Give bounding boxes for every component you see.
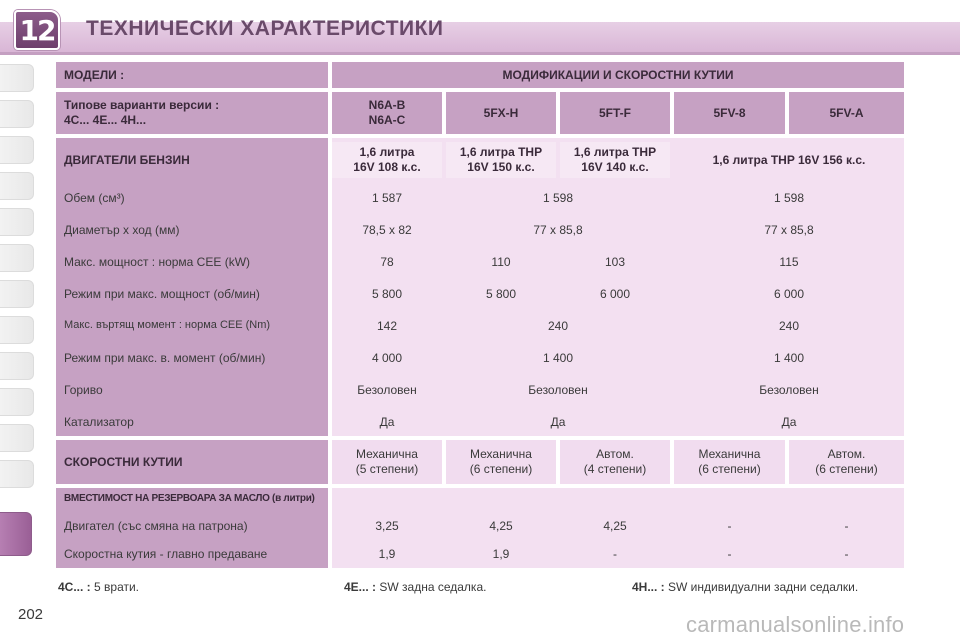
spec-value: 6 000 [773,286,805,301]
spec-value: 115 [779,254,799,269]
gearbox-line: (6 степени) [469,462,533,476]
oil-value: 1,9 [378,546,396,561]
gearbox-line: (4 степени) [583,462,647,476]
chapter-tab[interactable] [0,208,34,236]
spec-value: 1 598 [542,190,574,205]
spec-row-label: Диаметър x ход (мм) [64,222,180,237]
oil-value: 3,25 [375,518,399,533]
engine-line: 1,6 литра [359,145,415,159]
oil-value: 1,9 [492,546,510,561]
code-line: N6A-B [368,98,406,112]
gearbox-cell [332,440,442,484]
code-line: N6A-C [368,113,406,127]
oil-label: ВМЕСТИМОСТ НА РЕЗЕРВОАРА ЗА МАСЛО (в литри) [64,492,315,504]
chapter-tabs [0,64,40,584]
spec-value: Да [550,414,566,429]
chapter-tab[interactable] [0,244,34,272]
spec-value: 142 [376,318,398,333]
spec-value: 1 587 [371,190,403,205]
gearbox-line: Механична [470,447,532,461]
spec-value: 1 400 [773,350,805,365]
gearbox-line: Механична [356,447,418,461]
chapter-tab[interactable] [0,64,34,92]
spec-value: 4 000 [371,350,403,365]
footnote [58,580,139,594]
models-label: МОДЕЛИ : [56,62,328,88]
gearbox-line: (5 степени) [355,462,419,476]
engine-cell: 1,6 литра THP 16V 156 к.с. [712,152,866,167]
chapter-tab[interactable] [0,136,34,164]
footnote-code: 4C... : [58,580,91,594]
spec-value: 5 800 [371,286,403,301]
engine-cell [332,142,442,178]
chapter-tab[interactable] [0,460,34,488]
spec-row-label: Режим при макс. в. момент (об/мин) [64,350,266,365]
engine-line: 16V 140 к.с. [581,160,649,174]
oil-value: - [727,546,732,561]
engine-line: 1,6 литра THP [573,145,657,159]
chapter-tab[interactable] [0,280,34,308]
spec-value: 110 [491,254,511,269]
gearbox-cell [446,440,556,484]
footnote-text: SW индивидуални задни седалки. [668,580,859,594]
gearbox-cell [674,440,785,484]
code-cell: 5FV-8 [674,92,785,134]
spec-value: Да [781,414,797,429]
chapter-tab[interactable] [0,388,34,416]
spec-row-label: Обем (см³) [64,190,125,205]
spec-value: Безоловен [759,382,819,397]
page-title: ТЕХНИЧЕСКИ ХАРАКТЕРИСТИКИ [86,17,444,40]
footnote [344,580,486,594]
oil-row-label: Двигател (със смяна на патрона) [64,518,248,533]
spec-value: 240 [547,318,569,333]
spec-value: 5 800 [485,286,517,301]
spec-value: Да [379,414,395,429]
spec-value: 78,5 x 82 [362,222,412,237]
spec-row-label: Катализатор [64,414,134,429]
spec-row-label: Гориво [64,382,103,397]
footnote-code: 4E... : [344,580,377,594]
spec-value: 78 [380,254,394,269]
page-header [0,0,960,58]
gearbox-label: СКОРОСТНИ КУТИИ [56,440,328,484]
gearbox-line: Автом. [596,447,634,461]
footnote [632,580,858,594]
gearbox-line: Автом. [827,447,866,461]
oil-value: - [727,518,732,533]
footnote-code: 4H... : [632,580,665,594]
spec-table [56,62,904,568]
chapter-badge: 12 [14,10,60,50]
gearbox-line: Механична [698,447,761,461]
oil-value: 4,25 [603,518,627,533]
mods-label: МОДИФИКАЦИИ И СКОРОСТНИ КУТИИ [332,62,904,88]
code-cell: 5FX-H [446,92,556,134]
footnote-text: 5 врати. [94,580,140,594]
oil-value: - [844,546,849,561]
oil-row-label: Скоростна кутия - главно предаване [64,546,268,561]
watermark: carmanualsonline.info [686,612,905,637]
variants-label [56,92,328,134]
code-cell [332,92,442,134]
gearbox-cell [560,440,670,484]
chapter-tab[interactable] [0,352,34,380]
spec-value: 6 000 [599,286,631,301]
spec-value: 103 [604,254,626,269]
chapter-tab[interactable] [0,316,34,344]
spec-row-label: Макс. мощност : норма CEE (kW) [64,254,251,269]
chapter-tab[interactable] [0,100,34,128]
oil-value: - [613,546,617,561]
gearbox-line: (6 степени) [698,462,761,476]
oil-value: 4,25 [489,518,513,533]
variants-label-line2: 4C... 4E... 4H... [64,113,147,127]
spec-row-label: Макс. въртящ момент : норма CEE (Nm) [64,319,271,332]
variants-label-line1: Типове варианти версии : [64,98,220,112]
code-cell: 5FT-F [560,92,670,134]
chapter-tab[interactable] [0,172,34,200]
engine-line: 1,6 литра THP [459,145,543,159]
footnote-text: SW задна седалка. [379,580,487,594]
gearbox-cell [789,440,904,484]
chapter-tab-active[interactable] [0,512,32,556]
spec-value: 77 x 85,8 [764,222,814,237]
engines-label: ДВИГАТЕЛИ БЕНЗИН [64,152,190,167]
spec-value: 1 400 [542,350,574,365]
spec-row-label: Режим при макс. мощност (об/мин) [64,286,260,301]
page-number: 202 [18,606,44,623]
engine-line: 16V 150 к.с. [467,160,535,174]
oil-value: - [844,518,849,533]
engine-cell [560,142,670,178]
code-cell: 5FV-A [789,92,904,134]
spec-value: 1 598 [773,190,805,205]
gearbox-line: (6 степени) [815,462,878,476]
engine-line: 16V 108 к.с. [353,160,421,174]
spec-value: 77 x 85,8 [533,222,583,237]
spec-value: Безоловен [357,382,417,397]
engine-cell [446,142,556,178]
spec-value: Безоловен [528,382,588,397]
chapter-tab[interactable] [0,424,34,452]
spec-value: 240 [778,318,800,333]
